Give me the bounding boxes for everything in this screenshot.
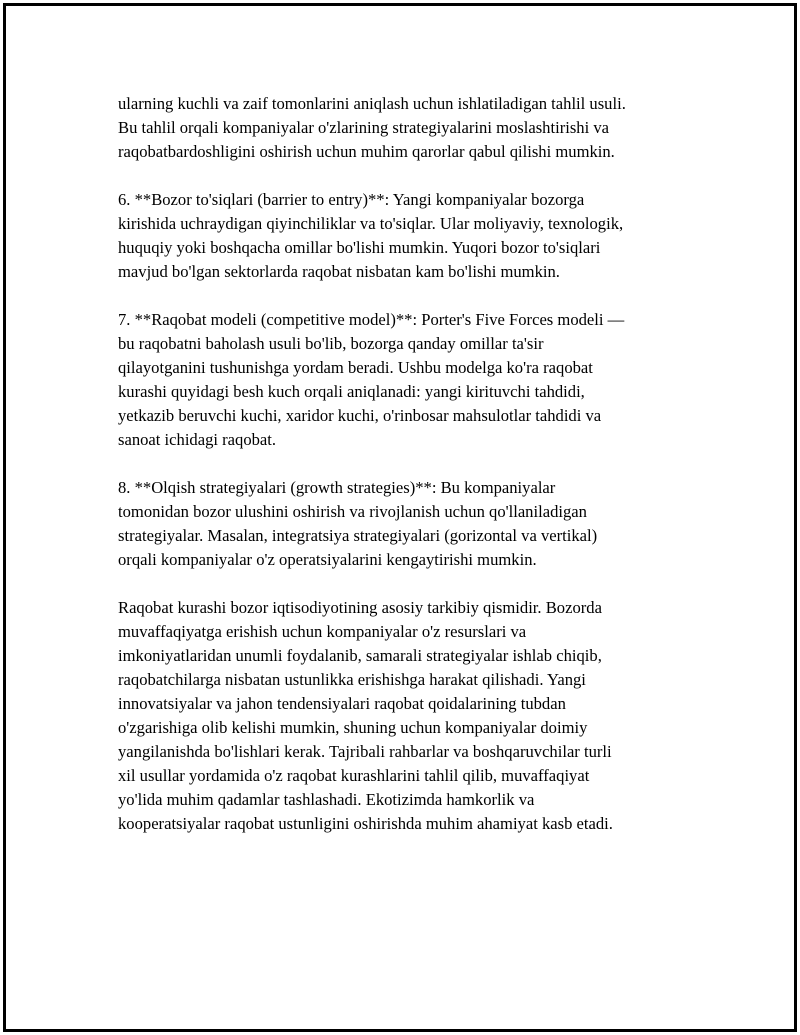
text-line: strategiyalar. Masalan, integratsiya strategiyalari (gorizontal va vertikal) xyxy=(118,526,598,545)
text-line: raqobatbardoshligini oshirish uchun muhim qarorlar qabul qilishi mumkin. xyxy=(118,142,615,161)
text-line: muvaffaqiyatga erishish uchun kompaniyalar o'z resurslari va xyxy=(118,622,527,641)
text-line: innovatsiyalar va jahon tendensiyalari raqobat qoidalarining tubdan xyxy=(118,694,566,713)
text-line: orqali kompaniyalar o'z operatsiyalarini kengaytirishi mumkin. xyxy=(118,550,537,569)
text-line: imkoniyatlaridan unumli foydalanib, samarali strategiyalar ishlab chiqib, xyxy=(118,646,602,665)
text-line: kirishida uchraydigan qiyinchiliklar va to'siqlar. Ular moliyaviy, texnologik, xyxy=(118,214,624,233)
text-line: 6. **Bozor to'siqlari (barrier to entry)**: Yangi kompaniyalar bozorga xyxy=(118,190,585,209)
text-line: sanoat ichidagi raqobat. xyxy=(118,430,277,449)
text-line: raqobatchilarga nisbatan ustunlikka erishishga harakat qilishadi. Yangi xyxy=(118,670,586,689)
text-line: bu raqobatni baholash usuli bo'lib, bozorga qanday omillar ta'sir xyxy=(118,334,544,353)
text-line: yetkazib beruvchi kuchi, xaridor kuchi, o'rinbosar mahsulotlar tahdidi va xyxy=(118,406,602,425)
paragraph-competitive-model xyxy=(118,308,698,452)
text-line: kurashi quyidagi besh kuch orqali aniqlanadi: yangi kirituvchi tahdidi, xyxy=(118,382,585,401)
paragraph-barrier-to-entry xyxy=(118,188,698,284)
text-line: Raqobat kurashi bozor iqtisodiyotining asosiy tarkibiy qismidir. Bozorda xyxy=(118,598,602,617)
text-line: qilayotganini tushunishga yordam beradi. Ushbu modelga ko'ra raqobat xyxy=(118,358,593,377)
text-line: huquqiy yoki boshqacha omillar bo'lishi mumkin. Yuqori bozor to'siqlari xyxy=(118,238,601,257)
text-line: ularning kuchli va zaif tomonlarini aniqlash uchun ishlatiladigan tahlil usuli. xyxy=(118,94,626,113)
text-line: o'zgarishiga olib kelishi mumkin, shuning uchun kompaniyalar doimiy xyxy=(118,718,588,737)
text-line: tomonidan bozor ulushini oshirish va rivojlanish uchun qo'llaniladigan xyxy=(118,502,587,521)
text-line: yo'lida muhim qadamlar tashlashadi. Ekotizimda hamkorlik va xyxy=(118,790,535,809)
text-line: xil usullar yordamida o'z raqobat kurashlarini tahlil qilib, muvaffaqiyat xyxy=(118,766,590,785)
paragraph-swot-continuation xyxy=(118,92,698,164)
document-body xyxy=(118,92,698,860)
text-line: 8. **Olqish strategiyalari (growth strategies)**: Bu kompaniyalar xyxy=(118,478,556,497)
text-line: Bu tahlil orqali kompaniyalar o'zlarining strategiyalarini moslashtirishi va xyxy=(118,118,610,137)
text-line: kooperatsiyalar raqobat ustunligini oshirishda muhim ahamiyat kasb etadi. xyxy=(118,814,613,833)
text-line: yangilanishda bo'lishlari kerak. Tajribali rahbarlar va boshqaruvchilar turli xyxy=(118,742,612,761)
paragraph-conclusion xyxy=(118,596,698,836)
text-line: mavjud bo'lgan sektorlarda raqobat nisbatan kam bo'lishi mumkin. xyxy=(118,262,560,281)
text-line: 7. **Raqobat modeli (competitive model)**: Porter's Five Forces modeli — xyxy=(118,310,625,329)
paragraph-growth-strategies xyxy=(118,476,698,572)
